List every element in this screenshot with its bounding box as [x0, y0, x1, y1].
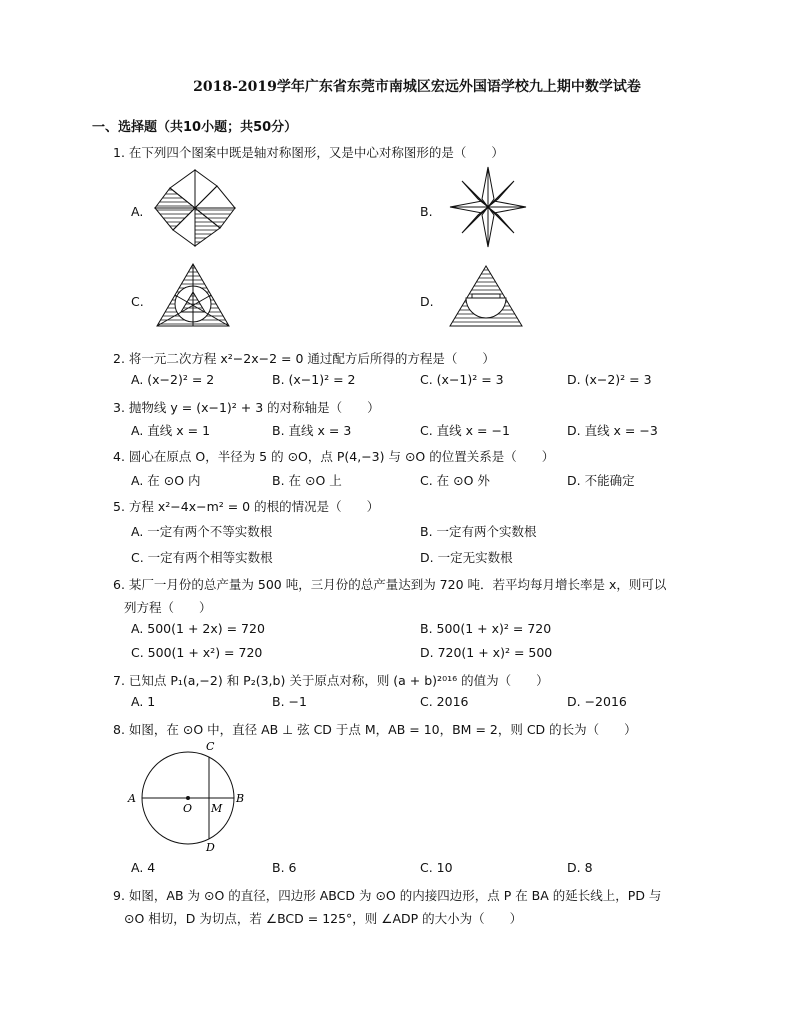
q8-option-a: A. 4 [131, 860, 156, 875]
figure-q8-circle [126, 738, 256, 852]
q2-option-c: C. (x−1)² = 3 [420, 372, 504, 387]
figure-b-star [448, 165, 528, 249]
center-point-o [186, 796, 190, 800]
figure-d-triangle [448, 264, 524, 330]
question-5-stem: 5. 方程 x²−4x−m² = 0 的根的情况是（ ） [113, 499, 380, 514]
label-c: C [206, 740, 215, 753]
q7-option-c: C. 2016 [420, 694, 469, 709]
question-6-stem-line1: 6. 某厂一月份的总产量为 500 吨，三月份的总产量达到为 720 吨．若平均每月增长率是 x，则可以 [113, 577, 667, 592]
question-7-stem: 7. 已知点 P₁(a,−2) 和 P₂(3,b) 关于原点对称，则 (a + b)²⁰¹⁶ 的值为（ ） [113, 673, 549, 688]
q6-option-d: D. 720(1 + x)² = 500 [420, 645, 553, 660]
q6-option-c: C. 500(1 + x²) = 720 [131, 645, 263, 660]
q4-option-a: A. 在 ⊙O 内 [131, 473, 201, 488]
q4-option-d: D. 不能确定 [567, 473, 635, 488]
q7-option-a: A. 1 [131, 694, 156, 709]
question-9-stem-line2: ⊙O 相切，D 为切点，若 ∠BCD = 125°，则 ∠ADP 的大小为（ ） [124, 911, 523, 926]
section-heading: 一、选择题（共10小题；共50分） [92, 120, 298, 135]
q8-option-b: B. 6 [272, 860, 297, 875]
question-3-stem: 3. 抛物线 y = (x−1)² + 3 的对称轴是（ ） [113, 400, 380, 415]
q1-option-c: C. [131, 294, 144, 309]
q2-option-d: D. (x−2)² = 3 [567, 372, 652, 387]
label-b: B [236, 792, 245, 805]
q5-option-a: A. 一定有两个不等实数根 [131, 524, 273, 539]
question-9-stem-line1: 9. 如图，AB 为 ⊙O 的直径，四边形 ABCD 为 ⊙O 的内接四边形，点 P 在 BA 的延长线上，PD 与 [113, 888, 662, 903]
q5-option-b: B. 一定有两个实数根 [420, 524, 537, 539]
question-4-stem: 4. 圆心在原点 O，半径为 5 的 ⊙O，点 P(4,−3) 与 ⊙O 的位置关系是（ ） [113, 449, 555, 464]
question-2-stem: 2. 将一元二次方程 x²−2x−2 = 0 通过配方后所得的方程是（ ） [113, 351, 495, 366]
question-8-stem: 8. 如图，在 ⊙O 中，直径 AB ⊥ 弦 CD 于点 M，AB = 10，BM = 2，则 CD 的长为（ ） [113, 722, 637, 737]
label-m: M [211, 802, 223, 815]
q3-option-c: C. 直线 x = −1 [420, 423, 510, 438]
q7-option-b: B. −1 [272, 694, 307, 709]
q4-option-b: B. 在 ⊙O 上 [272, 473, 342, 488]
q8-option-d: D. 8 [567, 860, 593, 875]
q1-option-a: A. [131, 204, 144, 219]
label-d: D [206, 841, 215, 854]
question-6-stem-line2: 列方程（ ） [124, 600, 212, 615]
label-o: O [183, 802, 193, 815]
figure-c-triangle [155, 262, 233, 330]
question-1-stem: 1. 在下列四个图案中既是轴对称图形，又是中心对称图形的是（ ） [113, 145, 504, 160]
q1-option-b: B. [420, 204, 433, 219]
q8-option-c: C. 10 [420, 860, 453, 875]
q5-option-d: D. 一定无实数根 [420, 550, 513, 565]
q3-option-b: B. 直线 x = 3 [272, 423, 352, 438]
label-a: A [128, 792, 136, 805]
q6-option-a: A. 500(1 + 2x) = 720 [131, 621, 265, 636]
q5-option-c: C. 一定有两个相等实数根 [131, 550, 273, 565]
q2-option-b: B. (x−1)² = 2 [272, 372, 356, 387]
q2-option-a: A. (x−2)² = 2 [131, 372, 215, 387]
page-title: 2018-2019学年广东省东莞市南城区宏远外国语学校九上期中数学试卷 [193, 79, 641, 95]
q4-option-c: C. 在 ⊙O 外 [420, 473, 490, 488]
q7-option-d: D. −2016 [567, 694, 627, 709]
q3-option-a: A. 直线 x = 1 [131, 423, 211, 438]
q3-option-d: D. 直线 x = −3 [567, 423, 658, 438]
figure-a-pinwheel [150, 168, 240, 248]
q1-option-d: D. [420, 294, 434, 309]
q6-option-b: B. 500(1 + x)² = 720 [420, 621, 552, 636]
